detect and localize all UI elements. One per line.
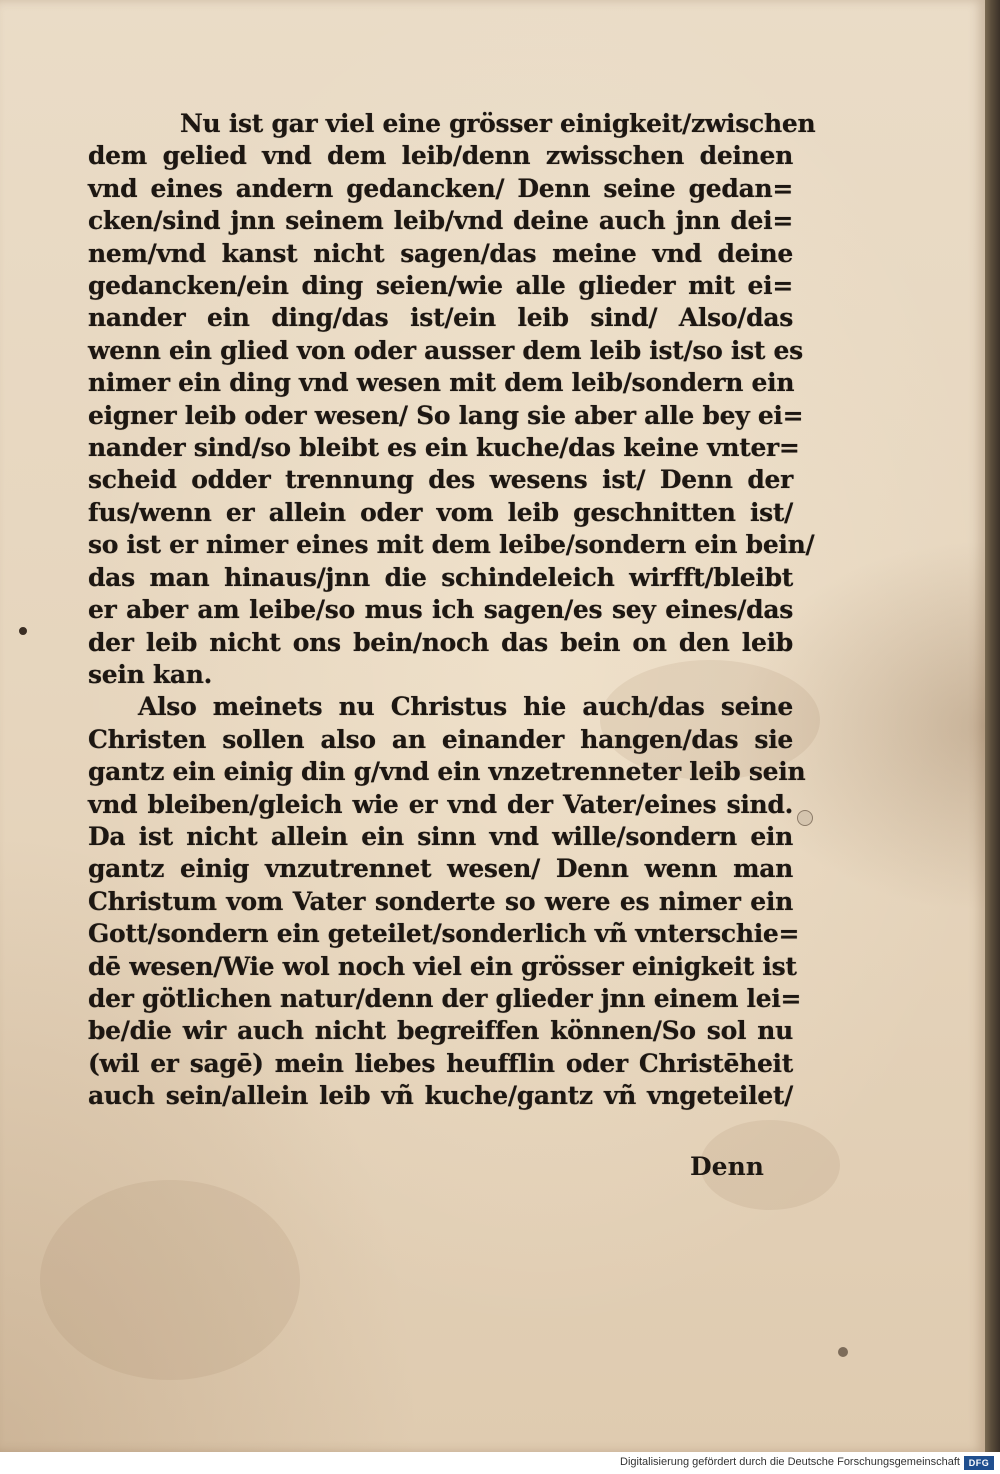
text-line: gantz einig vnzutrennet wesen/ Denn wenn man	[88, 854, 793, 884]
text-line: der leib nicht ons bein/noch das bein on den leib	[88, 627, 793, 657]
text-line: nander sind/so bleibt es ein kuche/das keine vnter=	[88, 433, 800, 463]
text-line: nander ein ding/das ist/ein leib sind/ Also/das	[88, 303, 793, 333]
paper-hole	[797, 810, 813, 826]
text-line: Da ist nicht allein ein sinn vnd wille/sondern ein	[88, 821, 793, 851]
main-text-block	[88, 108, 816, 1113]
text-line: das man hinaus/jnn die schindeleich wirfft/bleibt	[88, 562, 793, 592]
dfg-logo-icon: DFG	[964, 1456, 994, 1470]
text-line: Christum vom Vater sonderte so were es nimer ein	[88, 886, 793, 916]
paper-stain	[40, 1180, 300, 1380]
paper-hole	[19, 627, 27, 635]
text-line: sein kan.	[88, 659, 213, 689]
text-line: so ist er nimer eines mit dem leibe/sondern ein bein/	[88, 530, 815, 560]
text-line: der götlichen natur/denn der glieder jnn einem lei=	[88, 983, 802, 1013]
footer-credit: Digitalisierung gefördert durch die Deutsche Forschungsgemeinschaft	[620, 1456, 960, 1468]
text-line: vnd bleiben/gleich wie er vnd der Vater/eines sind.	[88, 789, 793, 819]
text-line: dē wesen/Wie wol noch viel ein grösser einigkeit ist	[88, 951, 797, 981]
text-line: Nu ist gar viel eine grösser einigkeit/zwischen	[180, 109, 816, 138]
text-line: wenn ein glied von oder ausser dem leib ist/so ist es	[88, 335, 803, 365]
footer-bar	[0, 1452, 1000, 1474]
text-line: nem/vnd kanst nicht sagen/das meine vnd deine	[88, 238, 793, 268]
text-line: nimer ein ding vnd wesen mit dem leib/sondern ein	[88, 368, 795, 398]
text-line: Christen sollen also an einander hangen/das sie	[88, 724, 793, 754]
text-line: fus/wenn er allein oder vom leib geschnitten ist/	[88, 497, 793, 527]
text-line: eigner leib oder wesen/ So lang sie aber alle bey ei=	[88, 400, 804, 430]
text-line: (wil er sagē) mein liebes heufflin oder Christēheit	[88, 1048, 793, 1078]
text-line: scheid odder trennung des wesens ist/ Denn der	[88, 465, 793, 495]
catchword: Denn	[690, 1152, 764, 1181]
text-line: gantz ein einig din g/vnd ein vnzetrenneter leib sein	[88, 757, 806, 787]
text-line: auch sein/allein leib vñ kuche/gantz vñ vngeteilet/	[88, 1081, 793, 1111]
text-line: cken/sind jnn seinem leib/vnd deine auch jnn dei=	[88, 206, 793, 236]
book-page-edge	[985, 0, 1000, 1452]
text-line: gedancken/ein ding seien/wie alle glieder mit ei=	[88, 271, 793, 301]
text-line: er aber am leibe/so mus ich sagen/es sey eines/das	[88, 595, 793, 625]
paper-hole	[838, 1347, 848, 1357]
text-line: be/die wir auch nicht begreiffen können/So sol nu	[88, 1016, 793, 1046]
text-line: dem gelied vnd dem leib/denn zwisschen deinen	[88, 141, 793, 171]
text-line: Also meinets nu Christus hie auch/das seine	[138, 692, 793, 722]
text-line: Gott/sondern ein geteilet/sonderlich vñ vnterschie=	[88, 919, 800, 949]
text-line: vnd eines andern gedancken/ Denn seine gedan=	[88, 173, 793, 203]
